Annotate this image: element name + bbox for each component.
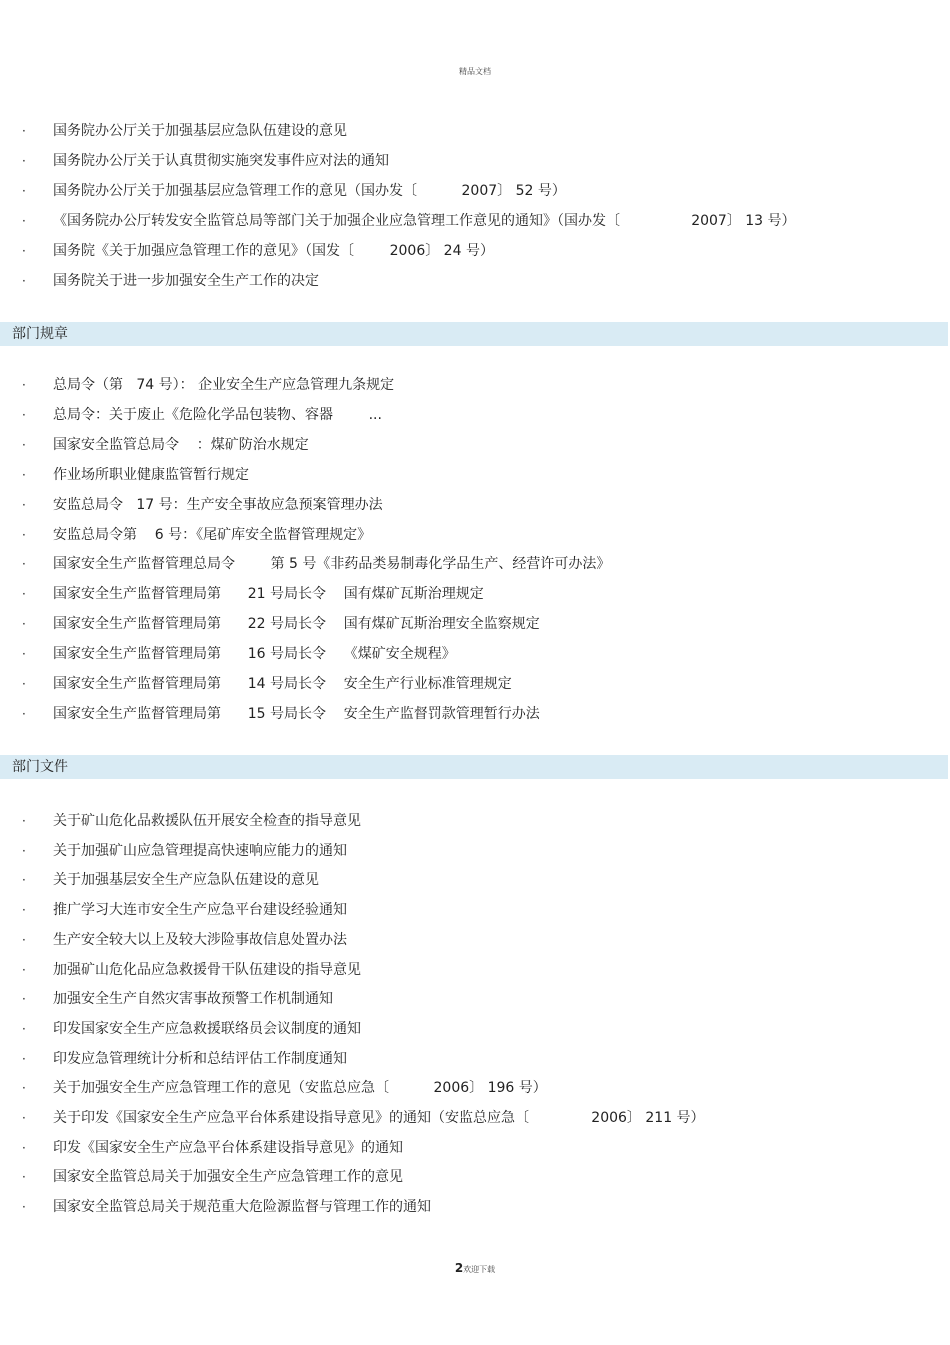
- bullet: ·: [22, 587, 26, 602]
- bullet: ·: [22, 557, 26, 572]
- bullet: ·: [22, 497, 26, 512]
- bullet: ·: [22, 1111, 26, 1125]
- bullet: ·: [22, 527, 26, 542]
- bullet: ·: [22, 1170, 26, 1185]
- list-item-text: 国家安全生产监督管理局第 16 号局长令 《煤矿安全规程》: [53, 646, 456, 663]
- list-item-text: 国家安全生产监督管理局第 14 号局长令 安全生产行业标准管理规定: [53, 676, 512, 692]
- list-item-text: 作业场所职业健康监管暂行规定: [53, 466, 249, 483]
- list-item-text: 加强安全生产自然灾害事故预警工作机制通知: [53, 991, 333, 1008]
- list-item-text: 印发应急管理统计分析和总结评估工作制度通知: [53, 1050, 347, 1067]
- list-item-text: 印发《国家安全生产应急平台体系建设指导意见》的通知: [53, 1139, 403, 1156]
- list-item-text: 国务院办公厅关于认真贯彻实施突发事件应对法的通知: [53, 152, 389, 169]
- list-item-text: 总局令：关于废止《危险化学品包装物、容器 ...: [53, 406, 382, 423]
- list-item-text: 安监总局令 17 号：生产安全事故应急预案管理办法: [53, 496, 383, 513]
- bullet: ·: [22, 617, 26, 632]
- page-footer: [0, 1261, 950, 1275]
- bullet: ·: [22, 706, 26, 721]
- bullet: ·: [22, 467, 26, 482]
- list-item-text: 国家安全监管总局关于加强安全生产应急管理工作的意见: [53, 1169, 403, 1186]
- bullet: ·: [22, 1140, 26, 1155]
- bullet: ·: [22, 1081, 26, 1096]
- list-item-text: 国家安全生产监督管理局第 21 号局长令 国有煤矿瓦斯治理规定: [53, 586, 484, 603]
- list-item-text: 《国务院办公厅转发安全监管总局等部门关于加强企业应急管理工作意见的通知》（国办发〔 2007〕 13 号）: [53, 212, 796, 229]
- section-header: [0, 322, 948, 346]
- section-title: 部门规章: [12, 326, 68, 342]
- bullet: ·: [22, 677, 26, 691]
- list-item-text: 安监总局令第 6 号：《尾矿库安全监督管理规定》: [53, 526, 372, 543]
- list-item-text: 关于加强矿山应急管理提高快速响应能力的通知: [53, 842, 347, 859]
- bullet: ·: [22, 437, 26, 452]
- bullet: ·: [22, 1051, 26, 1066]
- list-item-text: 关于印发《国家安全生产应急平台体系建设指导意见》的通知（安监总应急〔 2006〕 211 号）: [53, 1110, 705, 1126]
- list-item-text: 总局令（第 74 号）： 企业安全生产应急管理九条规定: [53, 377, 395, 393]
- bullet: ·: [22, 213, 26, 228]
- list-item-text: 推广学习大连市安全生产应急平台建设经验通知: [53, 902, 347, 919]
- bullet: ·: [22, 378, 26, 392]
- section-title: 部门文件: [12, 759, 68, 775]
- list-item-text: 国家安全生产监督管理总局令 第 5 号《非药品类易制毒化学品生产、经营许可办法》: [53, 556, 611, 573]
- list-item-text: 国务院办公厅关于加强基层应急队伍建设的意见: [53, 123, 347, 139]
- list-item-text: 生产安全较大以上及较大涉险事故信息处置办法: [53, 931, 347, 948]
- bullet: ·: [22, 932, 26, 947]
- list-item-text: 国家安全监管总局关于规范重大危险源监督与管理工作的通知: [53, 1199, 431, 1216]
- list-item-text: 关于加强基层安全生产应急队伍建设的意见: [53, 872, 319, 889]
- list-item-text: 国务院办公厅关于加强基层应急管理工作的意见（国办发〔 2007〕 52 号）: [53, 182, 566, 199]
- list-item-text: 国家安全生产监督管理局第 15 号局长令 安全生产监督罚款管理暂行办法: [53, 705, 540, 722]
- page-number: 2: [454, 1261, 464, 1275]
- bullet: ·: [22, 273, 26, 288]
- section-header: [0, 755, 948, 779]
- bullet: ·: [22, 814, 26, 828]
- bullet: ·: [22, 183, 26, 198]
- bullet: ·: [22, 992, 26, 1007]
- bullet: ·: [22, 1021, 26, 1036]
- list-item-text: 国务院关于进一步加强安全生产工作的决定: [53, 272, 319, 289]
- bullet: ·: [22, 124, 26, 138]
- list-item-text: 印发国家安全生产应急救援联络员会议制度的通知: [53, 1020, 361, 1037]
- bullet: ·: [22, 962, 26, 977]
- list-item-text: 关于矿山危化品救援队伍开展安全检查的指导意见: [53, 813, 361, 829]
- bullet: ·: [22, 843, 26, 858]
- bullet: ·: [22, 1200, 26, 1215]
- list-item-text: 加强矿山危化品应急救援骨干队伍建设的指导意见: [53, 961, 361, 978]
- page-header: 精品文档: [459, 67, 491, 76]
- list-item-text: 关于加强安全生产应急管理工作的意见（安监总应急〔 2006〕 196 号）: [53, 1080, 547, 1097]
- list-item-text: 国家安全监管总局令 ：煤矿防治水规定: [53, 436, 309, 453]
- bullet: ·: [22, 647, 26, 662]
- bullet: ·: [22, 903, 26, 918]
- bullet: ·: [22, 873, 26, 888]
- bullet: ·: [22, 407, 26, 422]
- footer-text: 欢迎下载: [463, 1265, 496, 1274]
- list-item-text: 国务院《关于加强应急管理工作的意见》（国发〔 2006〕 24 号）: [53, 242, 494, 259]
- list-item-text: 国家安全生产监督管理局第 22 号局长令 国有煤矿瓦斯治理安全监察规定: [53, 616, 540, 633]
- bullet: ·: [22, 153, 26, 168]
- bullet: ·: [22, 243, 26, 258]
